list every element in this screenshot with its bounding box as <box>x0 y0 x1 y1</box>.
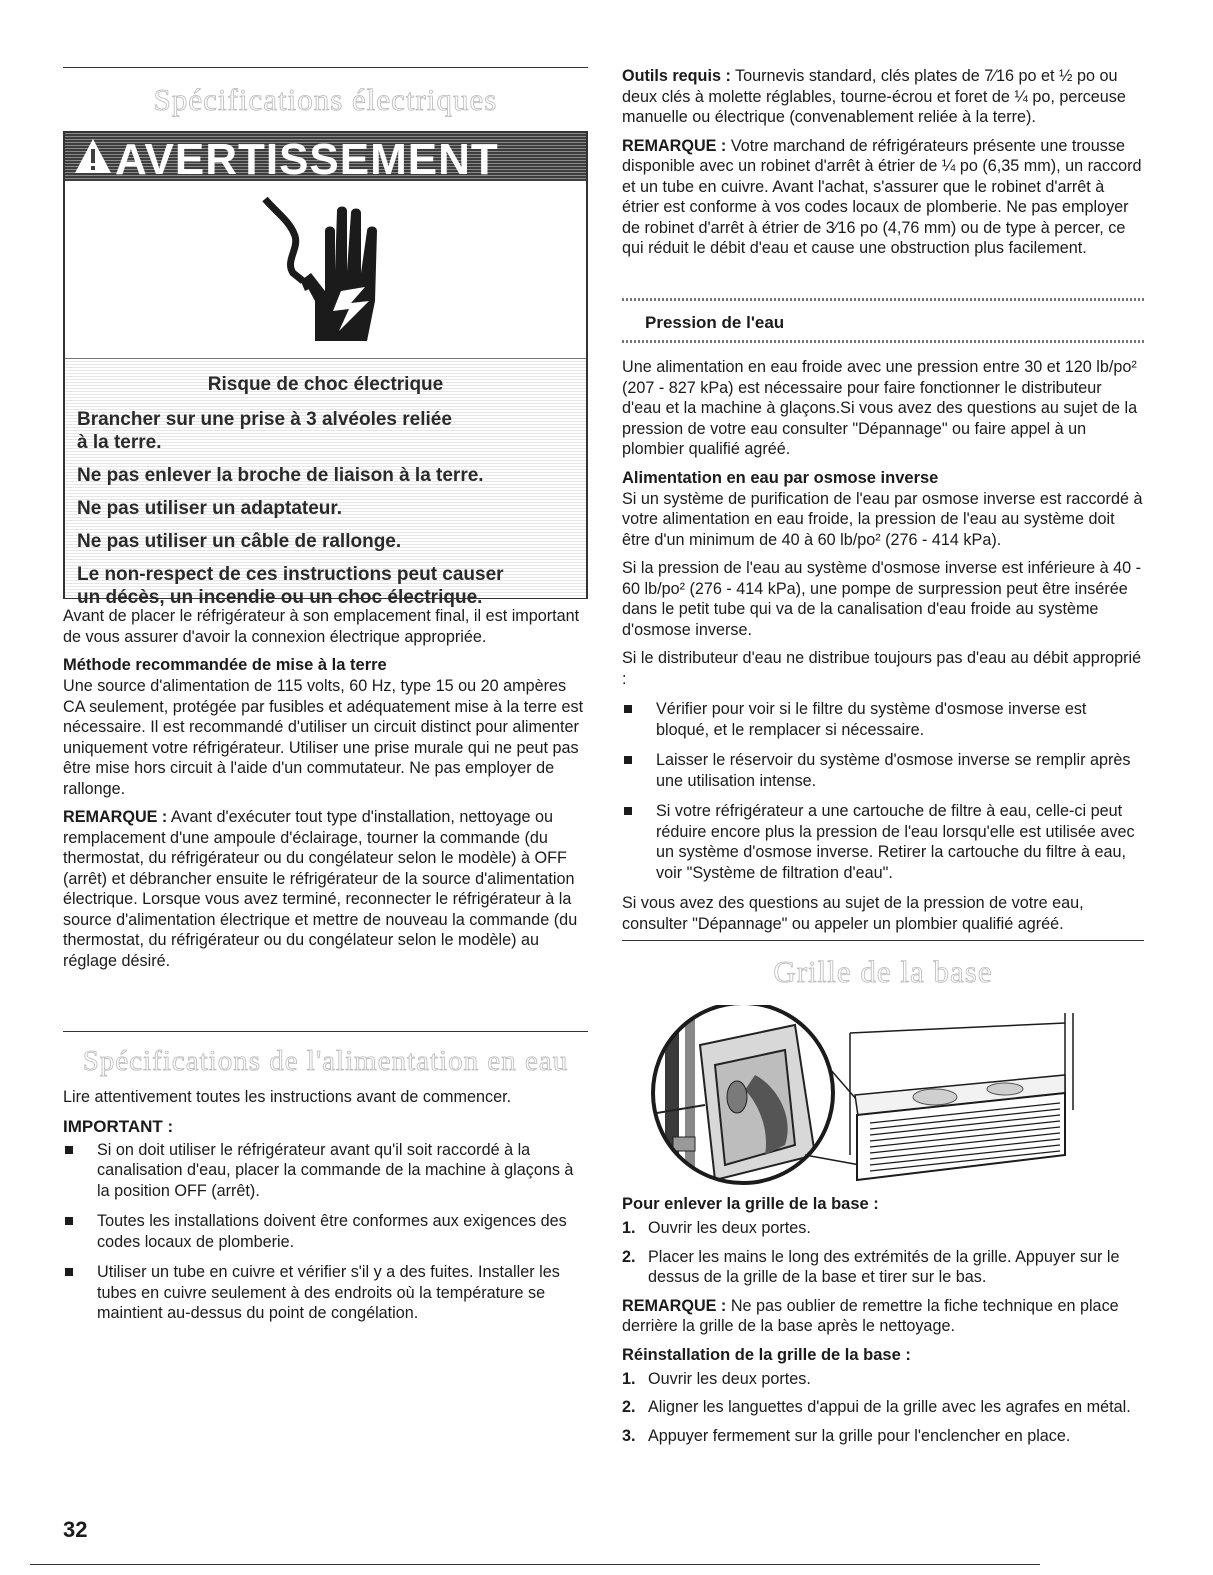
note-text: Avant d'exécuter tout type d'installation, nettoyage ou remplacement d'une ampoule d'éclairage, tourner la commande (du thermostat, du réfrigérateur ou du congélateur selon le modèle) à OFF (arrêt) et débrancher ensuite le réfrigérateur de la source d'alimentation électrique. Lorsque vous avez terminé, reconnecter le réfrigérateur à la source d'alimentation électrique et mettre de nouveau la commande (du thermostat, du réfrigérateur ou du congélateur selon le modèle) au réglage désiré. <box>63 808 578 970</box>
base-grille-illustration <box>645 1005 1095 1187</box>
warning-line2: Ne pas enlever la broche de liaison à la terre. <box>77 465 484 486</box>
section-title-water: Spécifications de l'alimentation en eau <box>82 1045 569 1077</box>
warning-risk: Risque de choc électrique <box>207 374 444 395</box>
warning-line1b: à la terre. <box>77 432 162 453</box>
important-list <box>63 1140 588 1324</box>
ro-text-3: Si le distributeur d'eau ne distribue toujours pas d'eau au débit approprié : <box>622 649 1142 688</box>
page-number: 32 <box>63 1517 88 1542</box>
tools-label: Outils requis : <box>622 67 731 85</box>
note-text: Ne pas oublier de remettre la fiche technique en place derrière la grille de la base après le nettoyage. <box>622 1296 1119 1335</box>
ro-heading: Alimentation en eau par osmose inverse <box>622 468 939 487</box>
note-label: REMARQUE : <box>622 136 727 155</box>
grounding-text: Une source d'alimentation de 115 volts, 60 Hz, type 15 ou 20 ampères CA seulement, protégée par fusibles et adéquatement mise à la terre est nécessaire. Il est recommandé d'utiliser un circuit distinct pour alimenter uniquement votre réfrigérateur. Utiliser une prise murale qui ne peut pas être mise hors circuit à l'aide d'un commutateur. Ne pas employer de rallonge. <box>63 677 584 798</box>
ro-list <box>622 699 1144 883</box>
section-title-grille: Grille de la base <box>773 954 993 989</box>
step-number: 2. <box>622 1247 636 1266</box>
step-text: Aligner les languettes d'appui de la grille avec les agrafes en métal. <box>648 1398 1131 1416</box>
section-title-electrical: Spécifications électriques <box>153 82 498 117</box>
tools-text: Tournevis standard, clés plates de 7⁄16 po et ½ po ou deux clés à molette réglables, tourne-écrou et foret de ¼ po, perceuse manuelle ou électrique (convenablement reliée à la terre). <box>622 67 1126 126</box>
list-item: Utiliser un tube en cuivre et vérifier s'il y a des fuites. Installer les tubes en cuivre seulement à des endroits où la température se maintient au-dessus du point de congélation. <box>63 1262 588 1324</box>
warning-line5b: un décès, un incendie ou un choc électrique. <box>77 587 483 608</box>
remove-heading: Pour enlever la grille de la base : <box>622 1195 879 1213</box>
list-item <box>622 1247 1144 1288</box>
warning-title: AVERTISSEMENT <box>115 135 499 184</box>
note-label: REMARQUE : <box>622 1296 727 1315</box>
left-column-water <box>63 1087 588 1334</box>
right-column-tools <box>622 66 1144 259</box>
pressure-bottom-divider <box>622 340 1144 343</box>
ro-text-2: Si la pression de l'eau au système d'osmose inverse est inférieure à 40 - 60 lb/po² (276 - 414 kPa), une pompe de surpression peut être insérée dans le petit tube qui va de la canalisation d'eau froide au système d'osmose inverse. <box>622 559 1142 639</box>
electric-shock-hand-icon <box>255 191 405 351</box>
step-text: Appuyer fermement sur la grille pour l'enclencher en place. <box>648 1426 1071 1445</box>
step-number: 1. <box>622 1219 636 1237</box>
step-text: Ouvrir les deux portes. <box>648 1219 811 1237</box>
warning-line3: Ne pas utiliser un adaptateur. <box>77 498 343 519</box>
list-item <box>622 1397 1144 1418</box>
note-text: Votre marchand de réfrigérateurs présente une trousse disponible avec un robinet d'arrêt à étrier de ¼ po (6,35 mm), un raccord et un tube en cuivre. Avant l'achat, s'assurer que le robinet d'arrêt à étrier est conforme à vos codes locaux de plomberie. Ne pas employer de robinet d'arrêt à étrier de 3⁄16 po (4,76 mm) ou de type à percer, ce qui réduit le débit d'eau et cause une obstruction plus facilement. <box>622 136 1142 257</box>
reinstall-steps <box>622 1369 1144 1447</box>
step-number: 3. <box>622 1426 636 1445</box>
step-text: Ouvrir les deux portes. <box>648 1369 811 1388</box>
list-item <box>622 1426 1144 1447</box>
ro-text-4: Si vous avez des questions au sujet de la pression de votre eau, consulter "Dépannage" ou appeler un plombier qualifié agréé. <box>622 894 1084 933</box>
pressure-top-divider <box>622 298 1144 301</box>
grounding-heading: Méthode recommandée de mise à la terre <box>63 656 387 674</box>
water-intro: Lire attentivement toutes les instructions avant de commencer. <box>63 1088 512 1106</box>
left-column-electrical <box>63 606 588 979</box>
warning-header <box>65 133 586 184</box>
step-text: Placer les mains le long des extrémités de la grille. Appuyer sur le dessus de la grille de la base et tirer sur le bas. <box>648 1247 1120 1286</box>
list-item: Toutes les installations doivent être conformes aux exigences des codes locaux de plomberie. <box>63 1211 588 1252</box>
warning-line5a: Le non-respect de ces instructions peut causer <box>77 564 504 585</box>
warning-text-area <box>65 358 586 608</box>
list-item <box>622 1218 1144 1239</box>
tools-required <box>622 66 1144 128</box>
note-label: REMARQUE : <box>63 808 168 826</box>
right-column-pressure <box>622 357 1144 942</box>
electrical-note <box>63 807 588 971</box>
right-column-grille <box>622 1194 1144 1454</box>
list-item <box>622 1369 1144 1390</box>
step-number: 1. <box>622 1369 636 1388</box>
pressure-heading: Pression de l'eau <box>645 313 785 332</box>
water-rule <box>63 1031 588 1032</box>
list-item: Laisser le réservoir du système d'osmose inverse se remplir après une utilisation intense. <box>622 750 1144 791</box>
reinstall-heading: Réinstallation de la grille de la base : <box>622 1345 911 1364</box>
bottom-rule <box>30 1564 1040 1565</box>
remove-steps <box>622 1218 1144 1288</box>
remove-note <box>622 1296 1144 1337</box>
list-item: Si on doit utiliser le réfrigérateur avant qu'il soit raccordé à la canalisation d'eau, placer la commande de la machine à glaçons à la position OFF (arrêt). <box>63 1140 588 1202</box>
warning-line1a: Brancher sur une prise à 3 alvéoles reliée <box>77 409 452 430</box>
important-heading: IMPORTANT : <box>63 1116 174 1136</box>
step-number: 2. <box>622 1398 636 1416</box>
list-item: Si votre réfrigérateur a une cartouche de filtre à eau, celle-ci peut réduire encore plus la pression de l'eau lorsqu'elle est utilisée avec un système d'osmose inverse. Retirer la cartouche du filtre à eau, voir "Système de filtration d'eau". <box>622 801 1144 883</box>
list-item: Vérifier pour voir si le filtre du système d'osmose inverse est bloqué, et le remplacer si nécessaire. <box>622 699 1144 740</box>
top-rule-left <box>63 67 588 68</box>
warning-line4: Ne pas utiliser un câble de rallonge. <box>77 531 402 552</box>
warning-box <box>63 131 588 608</box>
tools-note <box>622 136 1144 259</box>
warning-triangle-icon <box>73 137 113 175</box>
electrical-intro: Avant de placer le réfrigérateur à son emplacement final, il est important de vous assurer d'avoir la connexion électrique appropriée. <box>63 607 580 646</box>
grille-rule <box>622 940 1144 941</box>
ro-text-1: Si un système de purification de l'eau par osmose inverse est raccordé à votre alimentation en eau froide, la pression de l'eau au système doit être d'un minimum de 40 à 60 lb/po² (276 - 414 kPa). <box>622 489 1143 549</box>
pressure-text: Une alimentation en eau froide avec une pression entre 30 et 120 lb/po² (207 - 827 kPa) est nécessaire pour faire fonctionner le distributeur d'eau et la machine à glaçons.Si vous avez des questions au sujet de la pression de votre eau consulter "Dépannage" ou faire appel à un plombier qualifié agréé. <box>622 358 1138 458</box>
